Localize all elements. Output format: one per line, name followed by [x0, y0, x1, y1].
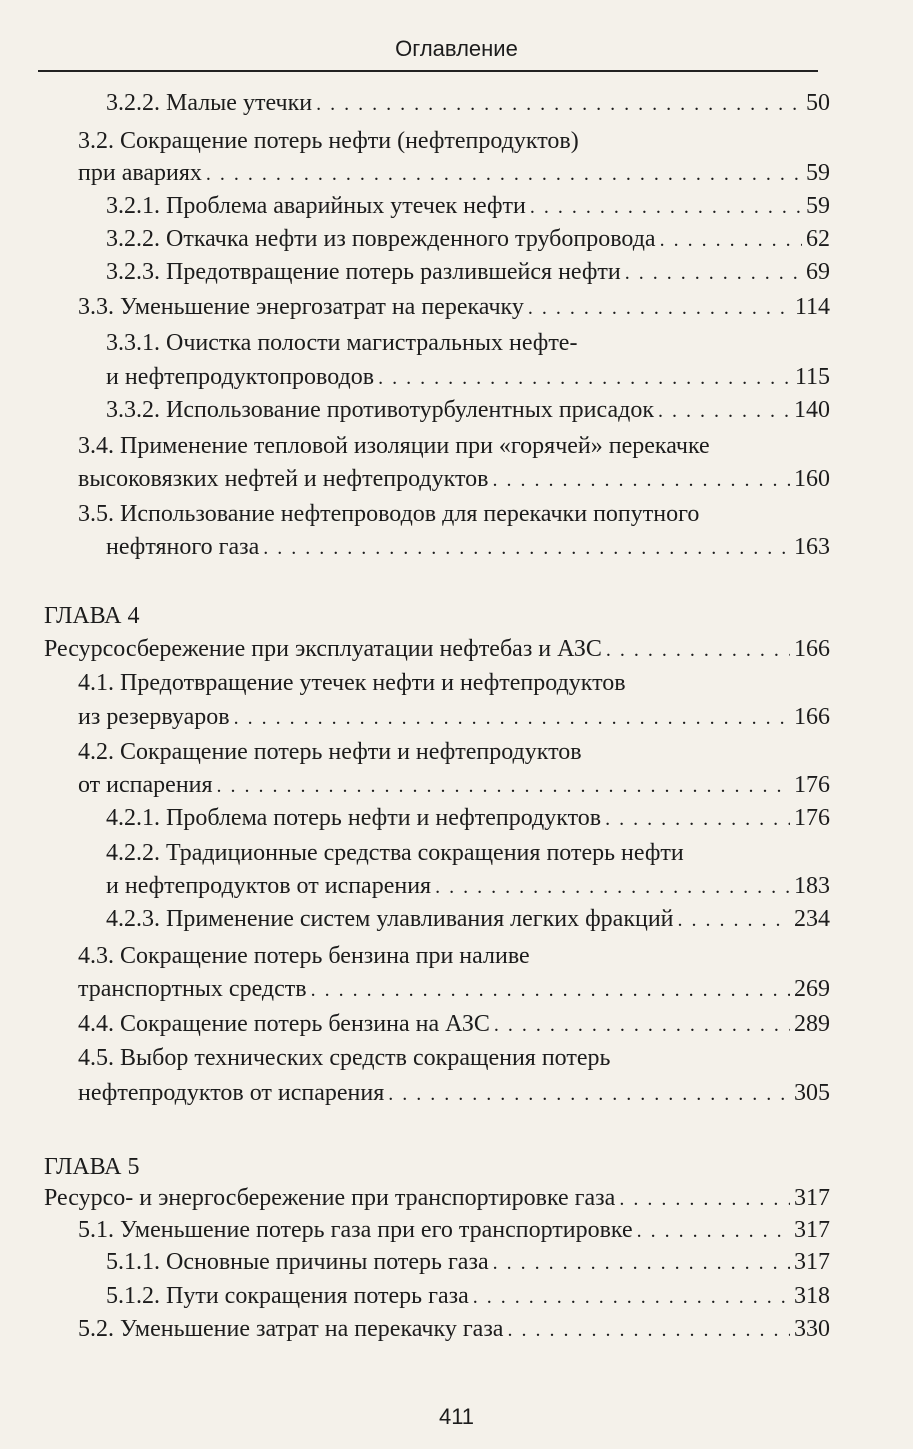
- toc-entry[interactable]: 4.2.2. Традиционные средства сокращения потерь нефти: [106, 840, 684, 866]
- toc-entry[interactable]: и нефтепродуктов от испарения . . . 183: [106, 869, 830, 903]
- toc-entry[interactable]: от испарения . . . 176: [78, 768, 830, 802]
- toc-entry[interactable]: 3.4. Применение тепловой изоляции при «горячей» перекачке: [78, 433, 710, 459]
- toc-entry[interactable]: транспортных средств . . . 269: [78, 972, 830, 1006]
- toc-entry[interactable]: 3.2.1. Проблема аварийных утечек нефти . . . 59: [106, 189, 830, 223]
- toc-entry[interactable]: 3.2. Сокращение потерь нефти (нефтепродуктов): [78, 128, 579, 154]
- toc-entry[interactable]: 4.2. Сокращение потерь нефти и нефтепродуктов: [78, 739, 582, 765]
- toc-entry[interactable]: 5.1.2. Пути сокращения потерь газа . . . 318: [106, 1279, 830, 1313]
- toc-entry[interactable]: Ресурсосбережение при эксплуатации нефтебаз и АЗС . . . 166: [44, 632, 830, 666]
- toc-entry[interactable]: 4.2.1. Проблема потерь нефти и нефтепродуктов . . . 176: [106, 801, 830, 835]
- toc-entry[interactable]: 3.3.2. Использование противотурбулентных присадок . . . 140: [106, 393, 830, 427]
- toc-entry[interactable]: нефтепродуктов от испарения . . . 305: [78, 1076, 830, 1110]
- page-number: 411: [438, 1404, 475, 1429]
- toc-entry[interactable]: 3.2.2. Откачка нефти из поврежденного трубопровода . . . 62: [106, 222, 830, 256]
- toc-entry[interactable]: и нефтепродуктопроводов . . . 115: [106, 360, 830, 394]
- toc-entry[interactable]: 4.2.3. Применение систем улавливания легких фракций . . . 234: [106, 902, 830, 936]
- toc-entry[interactable]: 5.1.1. Основные причины потерь газа . . . 317: [106, 1245, 830, 1279]
- toc-entry[interactable]: Ресурсо- и энергосбережение при транспортировке газа . . . 317: [44, 1181, 830, 1215]
- chapter-heading: ГЛАВА 5: [44, 1154, 140, 1180]
- toc-entry[interactable]: 3.3.1. Очистка полости магистральных нефте-: [106, 330, 578, 356]
- toc-entry[interactable]: при авариях . . . 59: [78, 156, 830, 190]
- toc-entry[interactable]: 3.5. Использование нефтепроводов для перекачки попутного: [78, 501, 700, 527]
- running-head: Оглавление: [395, 36, 518, 61]
- toc-entry[interactable]: 3.3. Уменьшение энергозатрат на перекачку . . . 114: [78, 290, 830, 324]
- toc-entry[interactable]: 3.2.3. Предотвращение потерь разлившейся нефти . . . 69: [106, 255, 830, 289]
- toc-entry[interactable]: 4.1. Предотвращение утечек нефти и нефтепродуктов: [78, 670, 626, 696]
- toc-entry[interactable]: из резервуаров . . . 166: [78, 700, 830, 734]
- toc-entry[interactable]: 4.3. Сокращение потерь бензина при наливе: [78, 943, 530, 969]
- toc-entry[interactable]: 4.4. Сокращение потерь бензина на АЗС . . . 289: [78, 1007, 830, 1041]
- toc-entry[interactable]: 5.2. Уменьшение затрат на перекачку газа . . . 330: [78, 1312, 830, 1346]
- toc-entry[interactable]: нефтяного газа . . . 163: [106, 530, 830, 564]
- toc-entry[interactable]: высоковязких нефтей и нефтепродуктов . . . 160: [78, 462, 830, 496]
- toc-entry[interactable]: 4.5. Выбор технических средств сокращения потерь: [78, 1045, 611, 1071]
- toc-entry[interactable]: 3.2.2. Малые утечки . . . 50: [106, 86, 830, 120]
- chapter-heading: ГЛАВА 4: [44, 603, 140, 629]
- toc-entry[interactable]: 5.1. Уменьшение потерь газа при его транспортировке . . . 317: [78, 1213, 830, 1247]
